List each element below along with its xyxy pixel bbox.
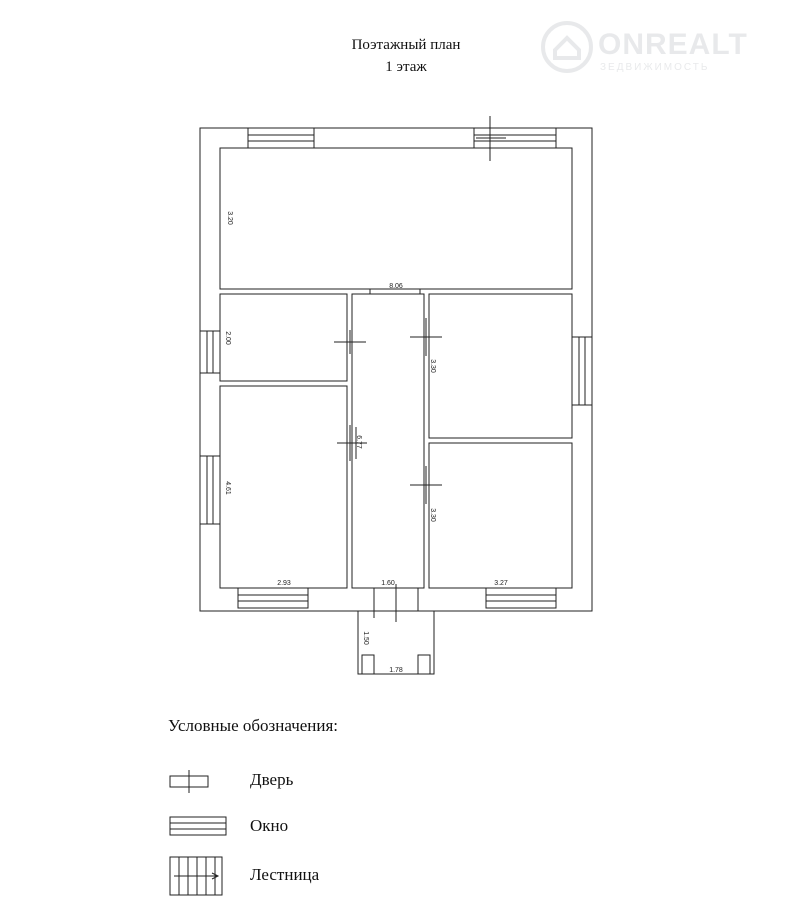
legend-label-door: Дверь [250, 770, 294, 789]
plan-title-line1: Поэтажный план [351, 37, 461, 53]
room-large-left [220, 386, 347, 588]
dim-right-bottom-height: 3.30 [429, 508, 436, 522]
dim-corridor-width: 1.60 [381, 580, 395, 587]
window-right [572, 337, 592, 405]
door-small-left-room [334, 330, 366, 354]
window-bottom-left [238, 588, 308, 608]
dim-left-room-height: 4.61 [224, 481, 231, 495]
dim-porch-depth: 1.50 [362, 631, 369, 645]
door-right-bottom-room [410, 466, 442, 504]
dim-right-room-width: 3.27 [494, 580, 508, 587]
room-small-left [220, 294, 347, 381]
dim-total-length: 8.06 [389, 283, 403, 290]
room-right-bottom [429, 443, 572, 588]
dim-corridor-length: 6.77 [355, 435, 362, 449]
legend-label-stairs: Лестница [250, 865, 320, 884]
door-top-room [476, 116, 506, 161]
door-entrance [374, 584, 418, 622]
room-right-top [429, 294, 572, 438]
window-bottom-right [486, 588, 556, 608]
legend-item-window [168, 813, 468, 843]
door-right-top-room [410, 318, 442, 356]
window-top-left [248, 128, 314, 148]
dim-left-room-width: 2.93 [277, 580, 291, 587]
outer-wall [200, 128, 592, 611]
plan-title-line2: 1 этаж [385, 59, 427, 75]
window-left-lower [200, 456, 220, 524]
dim-porch-width: 1.78 [389, 667, 403, 674]
room-top [220, 148, 572, 289]
dim-small-room-height: 2.00 [224, 331, 231, 345]
watermark-brand: ONREALT [598, 28, 748, 61]
legend-item-door [168, 767, 468, 797]
watermark-tagline: ЗЕДВИЖИМОСТЬ [600, 62, 710, 73]
legend-title: Условные обозначения: [168, 716, 339, 735]
dim-top-room-height: 3.20 [226, 211, 233, 225]
stairs-symbol-icon [168, 855, 228, 899]
legend-label-window: Окно [250, 816, 289, 835]
window-symbol-icon [168, 813, 228, 843]
dim-right-top-height: 3.30 [429, 359, 436, 373]
legend-item-stairs [168, 855, 468, 885]
door-symbol-icon [168, 767, 228, 797]
window-left-upper [200, 331, 220, 373]
